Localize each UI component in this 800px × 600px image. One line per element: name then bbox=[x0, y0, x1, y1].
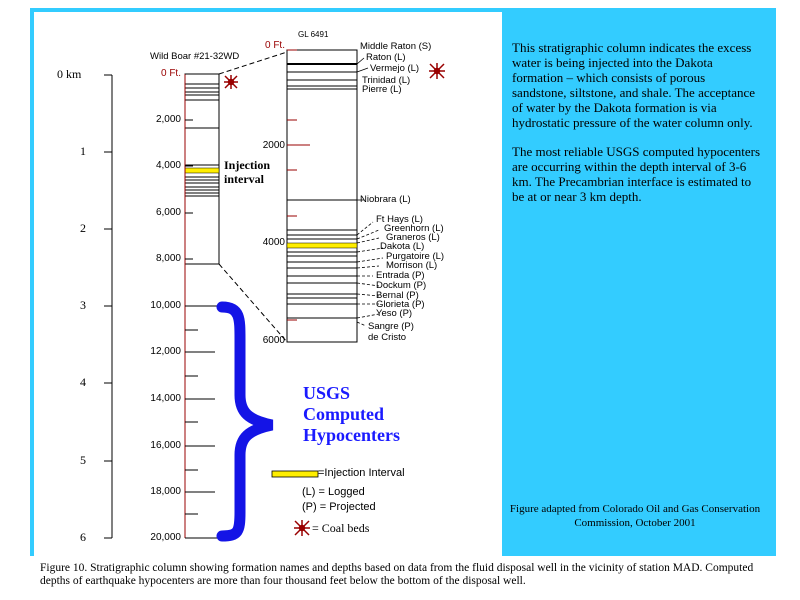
formation-greenhorn: Greenhorn (L) bbox=[384, 223, 444, 234]
formation-purgatoire: Purgatoire (L) bbox=[386, 251, 445, 262]
description-text bbox=[512, 40, 762, 218]
well-title: Wild Boar #21-32WD bbox=[150, 51, 240, 62]
formation-sangre: Sangre (P) bbox=[368, 321, 414, 332]
usgs-hypocenters-label bbox=[303, 383, 400, 446]
formation-niobrara: Niobrara (L) bbox=[360, 194, 411, 205]
formation-dakota: Dakota (L) bbox=[380, 241, 425, 252]
formation-pierre: Pierre (L) bbox=[362, 84, 402, 95]
coal-marker-well bbox=[224, 75, 238, 89]
coal-marker-legend bbox=[294, 520, 310, 536]
description-paragraph-2: The most reliable USGS computed hypocenters are occurring within the depth interval of 3-6 km. The Precambrian interface is estimated to be at or near 3 km depth. bbox=[512, 144, 761, 204]
km-label-5: 5 bbox=[80, 453, 86, 467]
legend-projected: (P) = Projected bbox=[302, 501, 376, 513]
well-depth-18000: 18,000 bbox=[150, 486, 181, 497]
formation-raton: Raton (L) bbox=[366, 52, 406, 63]
formation-trinidad: Trinidad (L) bbox=[362, 75, 411, 86]
well-depth-2000: 2,000 bbox=[155, 114, 181, 125]
well-depth-0: 0 Ft. bbox=[160, 68, 181, 79]
well-depth-14000: 14,000 bbox=[150, 393, 181, 404]
legend-injection: =Injection Interval bbox=[318, 467, 405, 479]
description-paragraph-1: This stratigraphic column indicates the excess water is being injected into the Dakota formation – which consists of porous sandstone, siltstone, and shale. The acceptance of water by the Dakota formation is via hydrostatic pressure of the water column only. bbox=[512, 40, 756, 130]
figure-credit: Figure adapted from Colorado Oil and Gas Conservation Commission, October 2001 bbox=[509, 503, 761, 529]
well-depth-4000: 4,000 bbox=[155, 160, 181, 171]
column-depth-4000: 4000 bbox=[262, 237, 285, 248]
formation-de-cristo: de Cristo bbox=[368, 332, 407, 343]
well-depth-16000: 16,000 bbox=[150, 440, 181, 451]
km-ticks bbox=[104, 75, 112, 538]
km-label-1: 1 bbox=[80, 144, 86, 158]
injection-interval-label: Injection interval bbox=[224, 158, 270, 186]
km-label-2: 2 bbox=[80, 221, 86, 235]
usgs-label-line1: USGS bbox=[303, 383, 351, 403]
formation-bernal: Bernal (P) bbox=[376, 290, 419, 301]
formation-graneros: Graneros (L) bbox=[386, 232, 440, 243]
well-depth-8000: 8,000 bbox=[155, 253, 181, 264]
legend-coal: = Coal beds bbox=[312, 521, 370, 535]
formation-middle-raton: Middle Raton (S) bbox=[360, 41, 432, 52]
formation-yeso: Yeso (P) bbox=[376, 308, 413, 319]
km-label-6: 6 bbox=[80, 530, 86, 544]
well-depth-20000: 20,000 bbox=[150, 532, 181, 543]
well-depth-10000: 10,000 bbox=[150, 300, 181, 311]
legend-logged: (L) = Logged bbox=[302, 486, 365, 498]
km-label-4: 4 bbox=[80, 375, 86, 389]
formation-glorieta: Glorieta (P) bbox=[376, 299, 425, 310]
well-injection-band bbox=[185, 168, 219, 173]
usgs-label-line3: Hypocenters bbox=[303, 425, 400, 445]
well-depth-6000: 6,000 bbox=[155, 207, 181, 218]
km-label-0: 0 km bbox=[57, 67, 82, 81]
detail-injection-band bbox=[287, 243, 357, 248]
figure-caption: Figure 10. Stratigraphic column showing formation names and depths based on data from the fluid disposal well in the vicinity of station MAD. Computed depths of earthquake hypocenters are more than four thousand feet below the bottom of the disposal well. bbox=[40, 562, 754, 587]
column-depth-6000: 6000 bbox=[262, 335, 285, 346]
formation-dockum: Dockum (P) bbox=[376, 280, 427, 291]
formation-entrada: Entrada (P) bbox=[376, 270, 425, 281]
legend-injection-swatch bbox=[272, 471, 318, 477]
column-depth-0: 0 Ft. bbox=[264, 40, 285, 51]
formation-ft-hays: Ft Hays (L) bbox=[376, 214, 423, 225]
usgs-label-line2: Computed bbox=[303, 404, 385, 424]
column-depth-2000: 2000 bbox=[262, 140, 285, 151]
km-label-3: 3 bbox=[80, 298, 86, 312]
formation-morrison: Morrison (L) bbox=[386, 260, 438, 271]
formation-vermejo: Vermejo (L) bbox=[370, 63, 420, 74]
column-title: GL 6491 bbox=[298, 30, 329, 39]
well-depth-12000: 12,000 bbox=[150, 346, 181, 357]
coal-marker-column bbox=[429, 63, 445, 79]
